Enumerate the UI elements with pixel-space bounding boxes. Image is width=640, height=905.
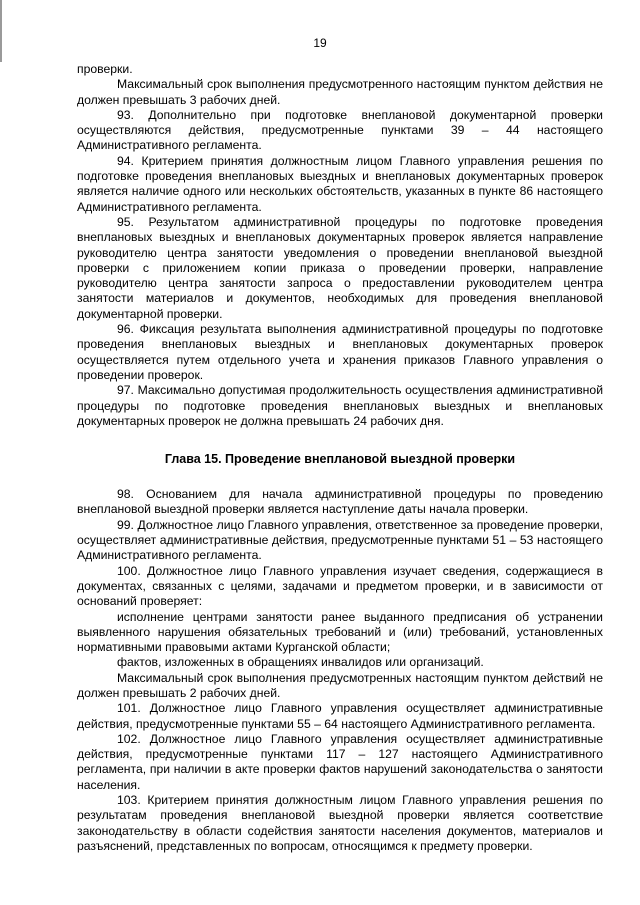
paragraph-93: 93. Дополнительно при подготовке внеплановой документарной проверки осуществляются действия, предусмотренные пунктами 39 – 44 настоящего Административного регламента.: [77, 107, 603, 153]
paragraph-96: 96. Фиксация результата выполнения административной процедуры по подготовке проведения внеплановых выездных и внеплановых документарных проверок осуществляется путем отдельного учета и хранения приказов Главного управления о проведении проверок.: [77, 322, 603, 382]
paragraph-max-term: Максимальный срок выполнения предусмотренного настоящим пунктом действия не должен превышать 3 рабочих дней.: [77, 77, 603, 107]
paragraph-101: 101. Должностное лицо Главного управления осуществляет административные действия, предусмотренные пунктами 55 – 64 настоящего Административного регламента.: [77, 701, 603, 731]
paragraph-max-term-2: Максимальный срок выполнения предусмотренных настоящим пунктом действий не должен превышать 2 рабочих дней.: [77, 670, 603, 700]
document-body: [77, 62, 603, 854]
paragraph-100-item-2: фактов, изложенных в обращениях инвалидов или организаций.: [117, 655, 484, 670]
paragraph-102: 102. Должностное лицо Главного управления осуществляет административные действия, предусмотренные пунктами 117 – 127 настоящего Административного регламента, при наличии в акте проверки фактов нарушений законодательства о занятости населения.: [77, 731, 603, 792]
paragraph-100-item-1: исполнение центрами занятости ранее выданного предписания об устранении выявленного нарушения обязательных требований и (или) требований, установленных нормативными правовыми актами Курганской области;: [77, 609, 603, 655]
paragraph-97: 97. Максимально допустимая продолжительность осуществления административной процедуры по подготовке проведения внеплановых выездных и внеплановых документарных проверок не должна превышать 24 рабочих дня.: [77, 383, 603, 428]
paragraph-94: 94. Критерием принятия должностным лицом Главного управления решения по подготовке проведения внеплановых выездных и внеплановых документарных проверок является наличие одного или нескольких обстоятельств, указанных в пункте 86 настоящего Административного регламента.: [77, 153, 603, 214]
paragraph-continuation: проверки.: [77, 62, 133, 76]
chapter-heading: Глава 15. Проведение внеплановой выездной проверки: [164, 452, 516, 467]
paragraph-95: 95. Результатом административной процедуры по подготовке проведения внеплановых выездных и внеплановых документарных проверок является направление руководителю центра занятости уведомления о проведении внеплановой выездной проверки с приложением копии приказа о проведении проверки, направление руководителю центра занятости запроса о предоставлении руководителем центра занятости материалов и документов, необходимых для проведения внеплановой документарной проверки.: [77, 214, 603, 321]
paragraph-103: 103. Критерием принятия должностным лицом Главного управления решения по результатам проведения внеплановой выездной проверки является соответствие законодательству в области содействия занятости населения документов, материалов и разъяснений, представленных по вопросам, относящимся к предмету проверки.: [77, 793, 603, 853]
paragraph-98: 98. Основанием для начала административной процедуры по проведению внеплановой выездной проверки является наступление даты начала проверки.: [77, 487, 603, 517]
scan-edge-mark: [0, 0, 2, 62]
paragraph-100: 100. Должностное лицо Главного управления изучает сведения, содержащиеся в документах, связанных с целями, задачами и предметом проверки, и в зависимости от оснований проверяет:: [77, 563, 603, 609]
paragraph-99: 99. Должностное лицо Главного управления, ответственное за проведение проверки, осуществляет административные действия, предусмотренные пунктами 51 – 53 настоящего Административного регламента.: [77, 517, 603, 563]
page-number: 19: [313, 36, 327, 50]
